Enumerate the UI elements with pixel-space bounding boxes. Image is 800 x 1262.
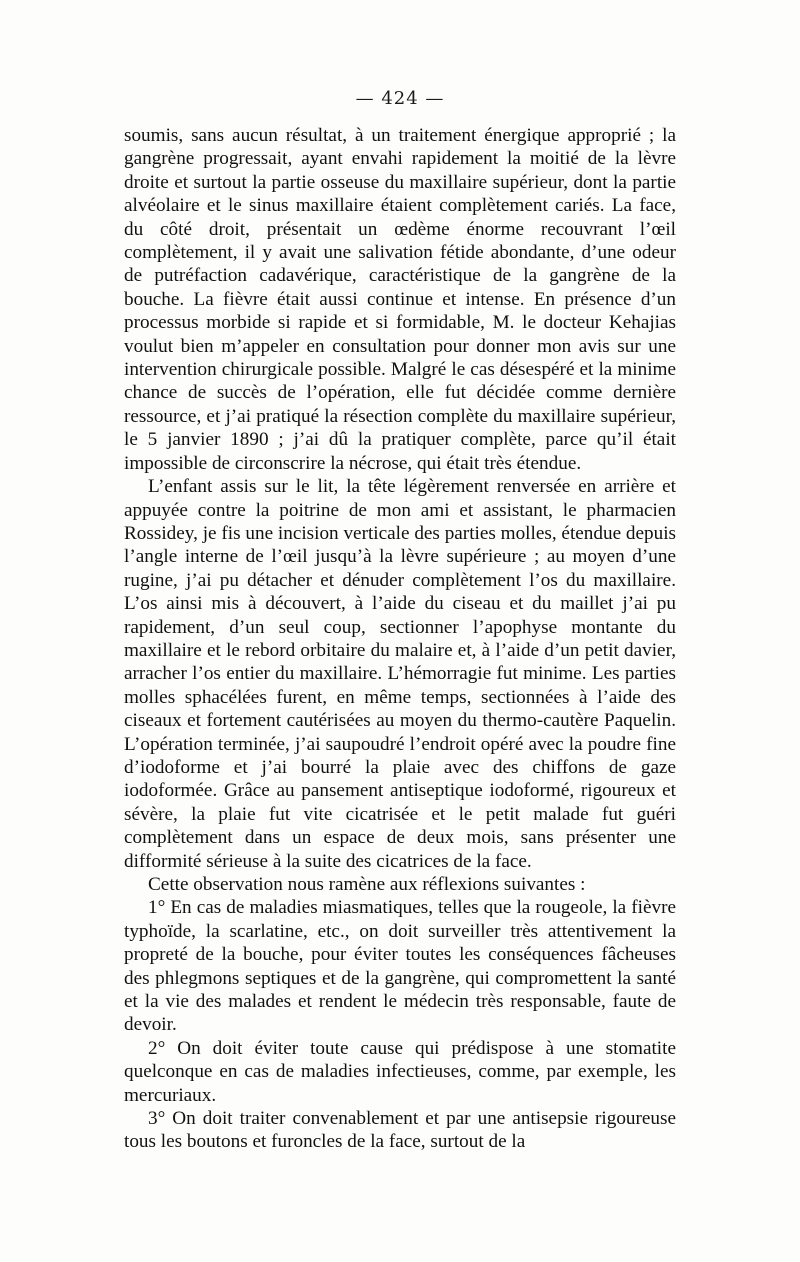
- paragraph-reflection-3: 3° On doit traiter convenablement et par une antisepsie rigoureuse tous les boutons et furoncles de la face, surtout de la: [124, 1108, 676, 1153]
- page-number: — 424 —: [355, 88, 445, 109]
- paragraph-reflections-intro: Cette observation nous ramène aux réflexions suivantes :: [148, 874, 586, 895]
- paragraph-continuation: soumis, sans aucun résultat, à un traitement énergique approprié ; la gangrène progressait, ayant envahi rapidement la moitié de la lèvre droite et surtout la partie osseuse du maxillaire supérieur, dont la partie alvéolaire et le sinus maxillaire étaient complètement cariés. La face, du côté droit, présentait un œdème énorme recouvrant l’œil complètement, il y avait une salivation fétide abondante, d’une odeur de putréfaction cadavérique, caractéristique de la gangrène de la bouche. La fièvre était aussi continue et intense. En présence d’un processus morbide si rapide et si formidable, M. le docteur Kehajias voulut bien m’appeler en consultation pour donner mon avis sur une intervention chirurgicale possible. Malgré le cas désespéré et la minime chance de succès de l’opération, elle fut décidée comme dernière ressource, et j’ai pratiqué la résection complète du maxillaire supérieur, le 5 janvier 1890 ; j’ai dû la pratiquer complète, parce qu’il était impossible de circonscrire la nécrose, qui était très étendue.: [124, 125, 676, 474]
- paragraph-reflection-2: 2° On doit éviter toute cause qui prédispose à une stomatite quelconque en cas de maladies infectieuses, comme, par exemple, les mercuriaux.: [124, 1037, 676, 1106]
- paragraph-reflection-1: 1° En cas de maladies miasmatiques, telles que la rougeole, la fièvre typhoïde, la scarlatine, etc., on doit surveiller très attentivement la propreté de la bouche, pour éviter toutes les conséquences fâcheuses des phlegmons septiques et de la gangrène, qui compromettent la santé et la vie des malades et rendent le médecin très responsable, faute de devoir.: [124, 897, 676, 1036]
- paragraph-operation: L’enfant assis sur le lit, la tête légèrement renversée en arrière et appuyée contre la poitrine de mon ami et assistant, le pharmacien Rossidey, je fis une incision verticale des parties molles, étendue depuis l’angle interne de l’œil jusqu’à la lèvre supérieure ; au moyen d’une rugine, j’ai pu détacher et dénuder complètement l’os du maxillaire. L’os ainsi mis à découvert, à l’aide du ciseau et du maillet j’ai pu rapidement, d’un seul coup, sectionner l’apophyse montante du maxillaire et le rebord orbitaire du malaire et, à l’aide d’un petit davier, arracher l’os entier du maxillaire. L’hémorragie fut minime. Les parties molles sphacélées furent, en même temps, sectionnées à l’aide des ciseaux et fortement cautérisées au moyen du thermo-cautère Paquelin. L’opération terminée, j’ai saupoudré l’endroit opéré avec la poudre fine d’iodoforme et j’ai bourré la plaie avec des chiffons de gaze iodoformée. Grâce au pansement antiseptique iodoformé, rigoureux et sévère, la plaie fut vite cicatrisée et le petit malade fut guéri complètement dans un espace de deux mois, sans présenter une difformité sérieuse à la suite des cicatrices de la face.: [124, 476, 676, 872]
- body-text: [124, 124, 676, 1154]
